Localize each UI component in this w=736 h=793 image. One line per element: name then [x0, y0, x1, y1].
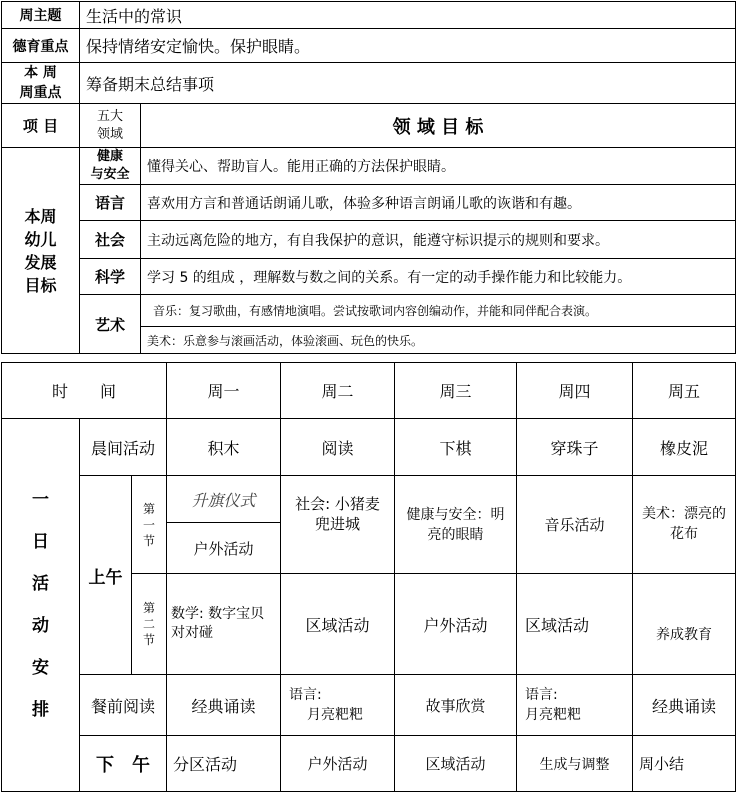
- language-label: 语言: [80, 185, 141, 221]
- premeal-thu: [517, 675, 633, 736]
- science-label: 科学: [80, 259, 141, 295]
- mon-p2-line1: 数学: 数字宝贝: [171, 606, 265, 622]
- moral-row: [2, 29, 736, 63]
- fri-p2: 养成教育: [633, 574, 736, 675]
- health-label-line2: 与安全: [90, 167, 130, 182]
- forenoon-label: 上午: [80, 476, 132, 675]
- day-header-thu: 周四: [517, 363, 633, 419]
- theme-row: [2, 2, 736, 29]
- afternoon-mon: 分区活动: [167, 736, 281, 792]
- tue-p2: 区域活动: [281, 574, 395, 675]
- five-domains-label: [80, 104, 141, 148]
- week-focus-label-line2: 周重点: [19, 85, 62, 101]
- afternoon-thu: 生成与调整: [517, 736, 633, 792]
- daily-schedule-table: [1, 362, 736, 792]
- section-label-line2: 幼儿: [24, 229, 57, 249]
- moral-value: 保持情绪安定愉快。保护眼睛。: [80, 29, 736, 63]
- art-label: 艺术: [80, 295, 141, 354]
- social-row: [2, 221, 736, 259]
- premeal-fri: 经典诵读: [633, 675, 736, 736]
- morning-tue: 阅读: [281, 419, 395, 476]
- social-text: 主动远离危险的地方，有自我保护的意识，能遵守标识提示的规则和要求。: [141, 221, 736, 259]
- period2-label-1: 第: [142, 601, 155, 615]
- section-label-line3: 发展: [24, 252, 57, 272]
- thu-p1: 音乐活动: [517, 476, 633, 574]
- period2-label-2: 二: [142, 617, 155, 631]
- fri-p1: [633, 476, 736, 574]
- day-header-mon: 周一: [167, 363, 281, 419]
- tue-p1-line1: 社会: 小猪麦: [295, 495, 380, 513]
- day-label-4: 动: [32, 616, 49, 636]
- day-header-fri: 周五: [633, 363, 736, 419]
- moral-label: 德育重点: [2, 29, 80, 63]
- day-header-tue: 周二: [281, 363, 395, 419]
- theme-label: 周主题: [2, 2, 80, 29]
- goals-header-row: [2, 104, 736, 148]
- health-text: 懂得关心、帮助盲人。能用正确的方法保护眼睛。: [141, 148, 736, 185]
- daily-schedule-label: [2, 419, 80, 792]
- weekly-plan-header-table: [1, 1, 736, 354]
- five-domains-line1: 五大: [96, 108, 123, 124]
- language-row: [2, 185, 736, 221]
- afternoon-tue: 户外活动: [281, 736, 395, 792]
- health-row: [2, 148, 736, 185]
- premeal-reading-row: [2, 675, 736, 736]
- days-header-row: [2, 363, 736, 419]
- premeal-wed: 故事欣赏: [395, 675, 517, 736]
- week-focus-label-line1: 本 周: [24, 65, 57, 81]
- week-focus-row: [2, 63, 736, 104]
- development-goals-label: [2, 148, 80, 354]
- afternoon-fri: 周小结: [633, 736, 736, 792]
- day-label-5: 安: [32, 658, 49, 678]
- premeal-thu-line2: 月亮粑粑: [525, 707, 581, 723]
- premeal-tue: [281, 675, 395, 736]
- domain-goals-title: 领 域 目 标: [141, 104, 736, 148]
- premeal-reading-label: 餐前阅读: [80, 675, 167, 736]
- day-label-3: 活: [32, 574, 49, 594]
- period1-label-3: 节: [142, 533, 155, 548]
- art-music-row: [2, 295, 736, 327]
- day-label-1: 一: [32, 490, 49, 510]
- language-text: 喜欢用方言和普通话朗诵儿歌，体验多种语言朗诵儿歌的诙谐和有趣。: [141, 185, 736, 221]
- period2-label: [132, 574, 167, 675]
- wed-p2: 户外活动: [395, 574, 517, 675]
- health-label: [80, 148, 141, 185]
- wed-p1-line2: 亮的眼睛: [427, 526, 484, 543]
- mon-p2: [167, 574, 281, 675]
- art-music-text: 音乐：复习歌曲，有感情地演唱。尝试按歌词内容创编动作，并能和同伴配合表演。: [141, 295, 736, 327]
- art-fine-text: 美术：乐意参与滚画活动，体验滚画、玩色的快乐。: [141, 327, 736, 354]
- period2-label-3: 节: [142, 633, 155, 647]
- morning-wed: 下棋: [395, 419, 517, 476]
- morning-fri: 橡皮泥: [633, 419, 736, 476]
- science-text: 学习 5 的组成 ，理解数与数之间的关系。有一定的动手操作能力和比较能力。: [141, 259, 736, 295]
- premeal-tue-line1: 语言:: [289, 687, 322, 703]
- morning-mon: 积木: [167, 419, 281, 476]
- period1-label: [132, 476, 167, 574]
- morning-activity-label: 晨间活动: [80, 419, 167, 476]
- morning-activity-row: [2, 419, 736, 476]
- day-label-2: 日: [32, 532, 49, 552]
- tue-p1-line2: 兜进城: [314, 515, 360, 533]
- science-row: [2, 259, 736, 295]
- five-domains-line2: 领域: [96, 126, 123, 142]
- period1-label-1: 第: [142, 501, 155, 516]
- afternoon-row: [2, 736, 736, 792]
- afternoon-label: 下 午: [80, 736, 167, 792]
- fri-p1-line2: 花布: [670, 526, 698, 542]
- premeal-thu-line1: 语言:: [525, 687, 558, 703]
- section-label-line4: 目标: [24, 275, 57, 295]
- health-label-line1: 健康: [96, 149, 123, 164]
- period1-row-a: [2, 476, 736, 523]
- mon-p2-line2: 对对碰: [171, 625, 213, 641]
- mon-p1-outdoor: 户外活动: [167, 523, 281, 574]
- theme-value: 生活中的常识: [80, 2, 736, 29]
- time-label: 时 间: [2, 363, 167, 419]
- fri-p1-line1: 美术：漂亮的: [642, 506, 726, 522]
- week-focus-label: [2, 63, 80, 104]
- tue-p1: [281, 476, 395, 574]
- premeal-tue-line2: 月亮粑粑: [307, 707, 363, 723]
- mon-p1-flag-ceremony: 升旗仪式: [167, 476, 281, 523]
- thu-p2: 区域活动: [517, 574, 633, 675]
- wed-p1: [395, 476, 517, 574]
- week-focus-value: 筹备期末总结事项: [80, 63, 736, 104]
- item-label: 项 目: [2, 104, 80, 148]
- day-label-6: 排: [32, 700, 49, 720]
- section-label-line1: 本周: [24, 206, 57, 226]
- morning-thu: 穿珠子: [517, 419, 633, 476]
- wed-p1-line1: 健康与安全：明: [406, 506, 505, 523]
- social-label: 社会: [80, 221, 141, 259]
- afternoon-wed: 区域活动: [395, 736, 517, 792]
- period1-label-2: 一: [142, 517, 155, 532]
- premeal-mon: 经典诵读: [167, 675, 281, 736]
- day-header-wed: 周三: [395, 363, 517, 419]
